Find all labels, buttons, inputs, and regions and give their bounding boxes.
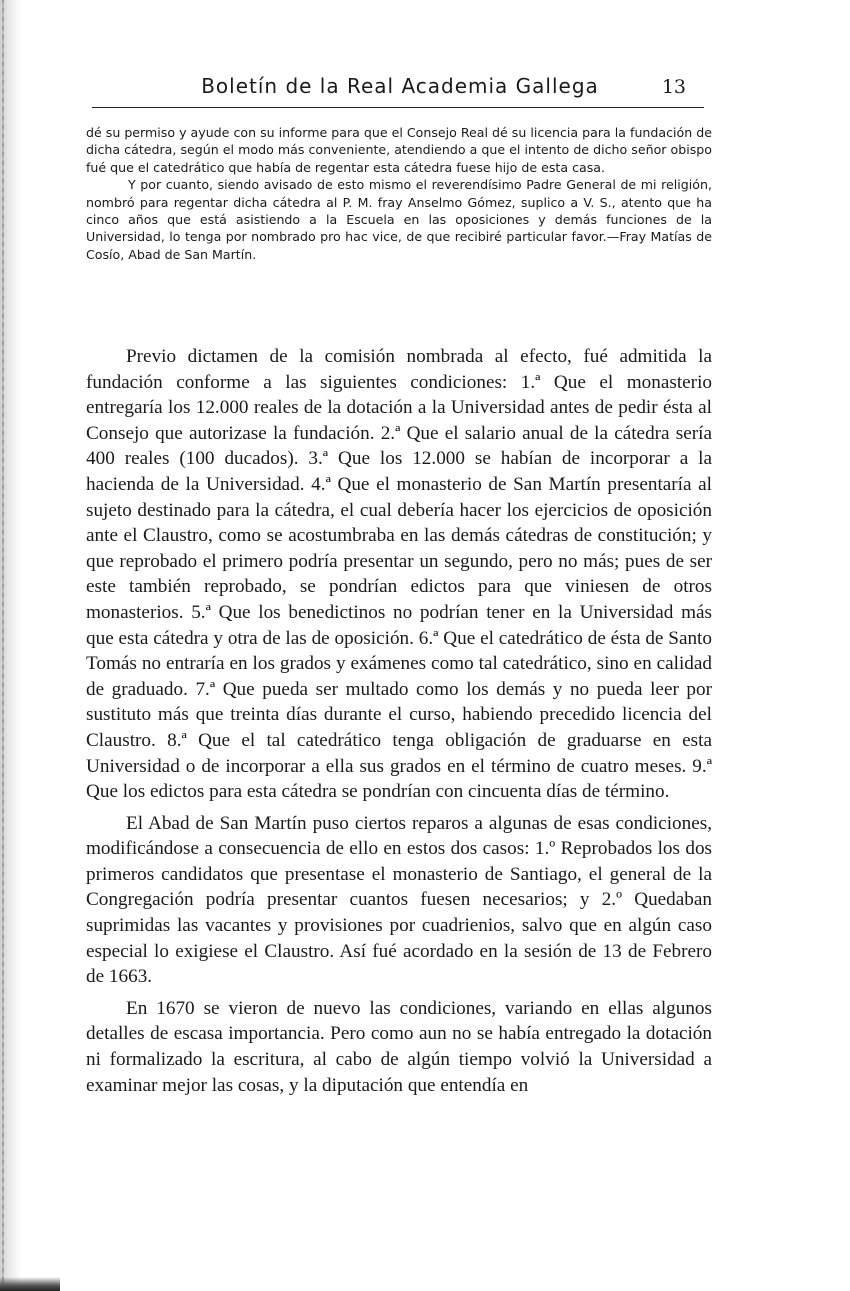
- letter-paragraph: Y por cuanto, siendo avisado de esto mismo el reverendísimo Padre General de mi religión, nombró para regentar dicha cátedra al P. M. fray Anselmo Gómez, suplico a V. S., atento que ha cinco años que está asistiendo a la Escuela en las oposiciones y demás funciones de la Universidad, lo tenga por nombrado pro hac vice, de que recibiré particular favor.—Fray Matías de Cosío, Abad de San Martín.: [86, 177, 712, 262]
- body-paragraph: Previo dictamen de la comisión nombrada al efecto, fué admitida la fundación conforme a las siguientes condiciones: 1.ª Que el monasterio entregaría los 12.000 reales de la dotación a la Universidad antes de pedir ésta al Consejo que autorizase la fundación. 2.ª Que el salario anual de la cátedra sería 400 reales (100 ducados). 3.ª Que los 12.000 se habían de incorporar a la hacienda de la Universidad. 4.ª Que el monasterio de San Martín presentaría al sujeto destinado para la cátedra, el cual debería hacer los ejercicios de oposición ante el Claustro, como se acostumbraba en las demás cátedras de constitución; y que reprobado el primero podría presentar un segundo, pero no más; pues de ser este también reprobado, se pondrían edictos para que viniesen de otros monasterios. 5.ª Que los benedictinos no podrían tener en la Universidad más que esta cátedra y otra de las de oposición. 6.ª Que el catedrático de ésta de Santo Tomás no entraría en los grados y exámenes como tal catedrático, sino en calidad de graduado. 7.ª Que pueda ser multado como los demás y no pueda leer por sustituto más que treinta días durante el curso, habiendo precedido licencia del Claustro. 8.ª Que el tal catedrático tenga obligación de graduarse en esta Universidad o de incorporar a ella sus grados en el término de cuatro meses. 9.ª Que los edictos para esta cátedra se pondrían con cincuenta días de término.: [86, 346, 712, 803]
- body-paragraph: En 1670 se vieron de nuevo las condiciones, variando en ellas algunos detalles de escasa importancia. Pero como aun no se había entregado la dotación ni formalizado la escritura, al cabo de algún tiempo volvió la Universidad a examinar mejor las cosas, y la diputación que entendía en: [86, 997, 712, 1096]
- body-text: [86, 344, 712, 1098]
- quoted-letter: [86, 124, 712, 263]
- page-corner-shadow: [0, 1277, 60, 1291]
- page-binding-edge: [0, 0, 22, 1291]
- letter-paragraph: dé su permiso y ayude con su informe para que el Consejo Real dé su licencia para la fundación de dicha cátedra, según el modo más conveniente, atendiendo a que el intento de dicho señor obispo fué que el catedrático que había de regentar esta cátedra fuese hijo de esta casa.: [86, 125, 712, 175]
- body-paragraph: El Abad de San Martín puso ciertos reparos a algunas de esas condiciones, modificándose a consecuencia de ello en estos dos casos: 1.º Reprobados los dos primeros candidatos que presentase el monasterio de Santiago, el general de la Congregación podría presentar cuantos fuesen necesarios; y 2.º Quedaban suprimidas las vacantes y provisiones por cuadrienios, salvo que en algún caso especial lo exigiese el Claustro. Así fué acordado en la sesión de 13 de Febrero de 1663.: [86, 812, 712, 988]
- running-head: [88, 72, 712, 104]
- page-number: 13: [661, 76, 686, 98]
- header-rule: [92, 107, 704, 108]
- journal-title: Boletín de la Real Academia Gallega: [201, 74, 599, 98]
